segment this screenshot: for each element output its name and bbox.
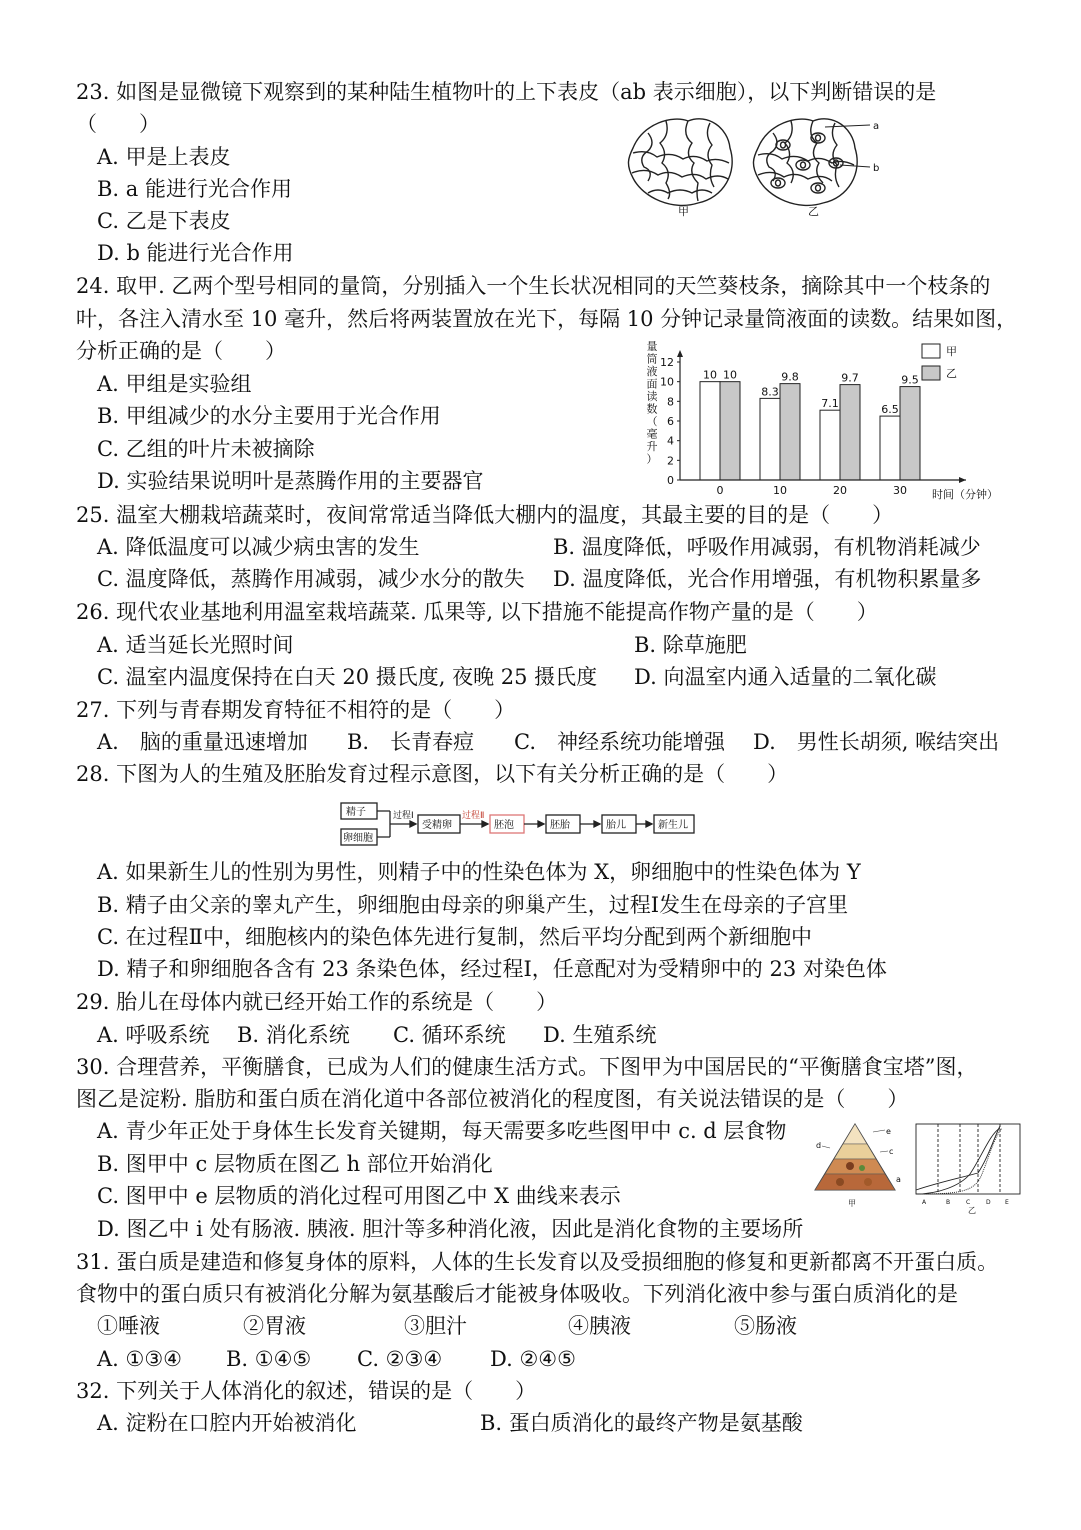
bar-乙-20 [840, 385, 860, 480]
legend-swatch-甲 [922, 344, 940, 358]
digestion-curve-chart [916, 1124, 1020, 1206]
x-tick-label: 30 [893, 484, 907, 497]
y-label-char: ） [646, 452, 658, 466]
y-tick-label: 8 [667, 395, 674, 409]
q23-option-c: C. 乙是下表皮 [97, 209, 231, 233]
bar-data-label: 9.7 [841, 371, 859, 385]
q23-bracket: （ ） [76, 112, 160, 136]
q26-option-d: D. 向温室内通入适量的二氧化碳 [634, 665, 937, 689]
bar-data-label: 7.1 [821, 397, 839, 411]
q30-stem-line2: 图乙是淀粉. 脂肪和蛋白质在消化道中各部位被消化的程度图，有关说法错误的是（ ） [76, 1087, 909, 1111]
fig-label-b: b [873, 163, 880, 174]
lower-epidermis-cells [753, 119, 870, 206]
q26-stem: 26. 现代农业基地利用温室栽培蔬菜. 瓜果等, 以下措施不能提高作物产量的是（ ） [76, 600, 878, 624]
q27-option-d: D. 男性长胡须, 喉结突出 [753, 730, 1000, 754]
food-pyramid [815, 1124, 901, 1208]
q32-stem: 32. 下列关于人体消化的叙述，错误的是（ ） [76, 1379, 537, 1403]
q29-stem: 29. 胎儿在母体内就已经开始工作的系统是（ ） [76, 990, 558, 1014]
fig-jia-label: 甲 [848, 1199, 856, 1208]
svg-text:D: D [986, 1199, 991, 1206]
y-label-char: 数 [646, 402, 658, 416]
q28-stem: 28. 下图为人的生殖及胚胎发育过程示意图，以下有关分析正确的是（ ） [76, 762, 789, 786]
q26-option-a: A. 适当延长光照时间 [97, 633, 294, 657]
y-axis-arrow [677, 350, 683, 357]
x-axis-arrow [959, 477, 966, 483]
q23-option-a: A. 甲是上表皮 [97, 145, 231, 169]
y-label-char: 读 [646, 390, 658, 403]
q31-item-4: ④胰液 [568, 1314, 631, 1338]
y-label-char: （ [646, 415, 658, 428]
q31-item-5: ⑤肠液 [734, 1314, 797, 1338]
q30-option-a: A. 青少年正处于身体生长发育关键期，每天需要多吃些图甲中 c. d 层食物 [97, 1119, 787, 1143]
y-label-char: 毫 [646, 427, 658, 441]
q27-option-b: B. 长青春痘 [347, 730, 475, 754]
y-tick-label: 4 [667, 434, 674, 448]
q24-stem-line3: 分析正确的是（ ） [76, 339, 286, 363]
q31-stem-line2: 食物中的蛋白质只有被消化分解为氨基酸后才能被身体吸收。下列消化液中参与蛋白质消化的是 [76, 1282, 958, 1306]
y-tick-label: 2 [667, 454, 674, 468]
bar-乙-0 [720, 382, 740, 480]
y-tick-label: 10 [660, 375, 674, 389]
bar-乙-30 [900, 387, 920, 480]
q26-option-c: C. 温室内温度保持在白天 20 摄氏度, 夜晚 25 摄氏度 [97, 665, 598, 689]
svg-text:A: A [922, 1199, 927, 1206]
bar-data-label: 10 [723, 368, 737, 382]
svg-text:B: B [946, 1199, 951, 1206]
upper-epidermis-cells [628, 119, 732, 206]
fig-label-jia: 甲 [678, 205, 689, 218]
zygote-label: 受精卵 [422, 820, 452, 831]
blastocyst-label: 胚泡 [494, 820, 514, 831]
q25-option-c: C. 温度降低，蒸腾作用减弱，减少水分的散失 [97, 567, 525, 591]
y-label-char: 筒 [646, 352, 658, 366]
q25-option-a: A. 降低温度可以减少病虫害的发生 [97, 535, 420, 559]
q23-option-b: B. a 能进行光合作用 [97, 177, 292, 201]
water-level-bar-chart [640, 338, 1010, 506]
svg-text:a: a [896, 1175, 901, 1184]
bar-data-label: 6.5 [881, 403, 899, 417]
q27-stem: 27. 下列与青春期发育特征不相符的是（ ） [76, 698, 516, 722]
y-label-char: 液 [646, 365, 658, 378]
q32-option-b: B. 蛋白质消化的最终产物是氨基酸 [480, 1411, 803, 1435]
q31-item-3: ③胆汁 [404, 1314, 467, 1338]
q31-item-2: ②胃液 [243, 1314, 306, 1338]
q30-stem-line1: 30. 合理营养，平衡膳食，已成为人们的健康生活方式。下图甲为中国居民的“平衡膳食宝塔”图， [76, 1055, 978, 1079]
process-two-label: 过程Ⅱ [462, 811, 485, 821]
y-tick-label: 12 [660, 356, 674, 369]
q25-stem: 25. 温室大棚栽培蔬菜时，夜间常常适当降低大棚内的温度，其最主要的目的是（ ） [76, 503, 894, 527]
bar-data-label: 10 [703, 368, 717, 382]
q29-option-d: D. 生殖系统 [543, 1023, 657, 1047]
q30-option-b: B. 图甲中 c 层物质在图乙 h 部位开始消化 [97, 1152, 493, 1176]
fig-label-a: a [873, 121, 880, 132]
egg-label: 卵细胞 [343, 833, 373, 844]
y-tick-label: 6 [667, 415, 674, 428]
q30-option-d: D. 图乙中 i 处有肠液. 胰液. 胆汁等多种消化液，因此是消化食物的主要场所 [97, 1217, 804, 1241]
y-label-char: 面 [646, 377, 658, 391]
q26-option-b: B. 除草施肥 [634, 633, 747, 657]
q29-option-a: A. 呼吸系统 [97, 1023, 210, 1047]
q29-option-c: C. 循环系统 [393, 1023, 506, 1047]
bar-data-label: 9.5 [901, 373, 919, 387]
bar-甲-10 [760, 398, 780, 480]
x-tick-label: 10 [773, 484, 787, 497]
y-label-char: 量 [646, 340, 658, 353]
x-tick-label: 20 [833, 484, 847, 497]
q23-option-d: D. b 能进行光合作用 [97, 241, 294, 265]
fig-yi-label: 乙 [968, 1206, 976, 1214]
q28-option-b: B. 精子由父亲的睾丸产生，卵细胞由母亲的卵巢产生，过程Ⅰ发生在母亲的子宫里 [97, 893, 849, 917]
leaf-epidermis-figure [618, 103, 888, 223]
legend-swatch-乙 [922, 366, 940, 380]
legend-label-甲: 甲 [946, 345, 957, 358]
q30-option-c: C. 图甲中 e 层物质的消化过程可用图乙中 X 曲线来表示 [97, 1184, 621, 1208]
newborn-label: 新生儿 [658, 820, 688, 831]
svg-text:C: C [966, 1199, 971, 1206]
q25-option-b: B. 温度降低，呼吸作用减弱，有机物消耗减少 [553, 535, 981, 559]
x-axis-label: 时间（分钟） [932, 488, 998, 501]
q28-option-d: D. 精子和卵细胞各含有 23 条染色体，经过程Ⅰ，任意配对为受精卵中的 23 对染色体 [97, 957, 887, 981]
q24-option-d: D. 实验结果说明叶是蒸腾作用的主要器官 [97, 469, 484, 493]
bar-甲-20 [820, 410, 840, 480]
fig-label-yi: 乙 [808, 205, 819, 218]
q24-option-c: C. 乙组的叶片未被摘除 [97, 437, 315, 461]
q28-option-a: A. 如果新生儿的性别为男性，则精子中的性染色体为 X，卵细胞中的性染色体为 Y [97, 860, 861, 884]
q31-option-b: B. ①④⑤ [226, 1347, 312, 1371]
q25-option-d: D. 温度降低，光合作用增强，有机物积累量多 [553, 567, 982, 591]
q31-stem-line1: 31. 蛋白质是建造和修复身体的原料，人体的生长发育以及受损细胞的修复和更新都离不开蛋白质。 [76, 1250, 999, 1274]
q27-option-c: C. 神经系统功能增强 [514, 730, 725, 754]
q27-option-a: A. 脑的重量迅速增加 [97, 730, 308, 754]
bar-甲-0 [700, 382, 720, 480]
q24-stem-line1: 24. 取甲. 乙两个型号相同的量筒，分别插入一个生长状况相同的天竺葵枝条，摘除其中一个枝条的 [76, 274, 991, 298]
bar-甲-30 [880, 416, 900, 480]
svg-text:E: E [1005, 1199, 1009, 1206]
bar-data-label: 9.8 [781, 370, 799, 384]
q28-option-c: C. 在过程Ⅱ中，细胞核内的染色体先进行复制，然后平均分配到两个新细胞中 [97, 925, 812, 949]
process-one-label: 过程Ⅰ [393, 811, 414, 821]
q24-stem-line2: 叶，各注入清水至 10 毫升，然后将两装置放在光下，每隔 10 分钟记录量筒液面的读数。结果如图， [76, 307, 1018, 331]
q31-option-d: D. ②④⑤ [490, 1347, 576, 1371]
q31-item-1: ①唾液 [97, 1314, 160, 1338]
q24-option-b: B. 甲组减少的水分主要用于光合作用 [97, 404, 441, 428]
sperm-label: 精子 [346, 807, 366, 818]
reproduction-flow-diagram [338, 800, 698, 852]
q23-stem: 23. 如图是显微镜下观察到的某种陆生植物叶的上下表皮（ab 表示细胞），以下判断错误的是 [76, 80, 937, 104]
food-pyramid-and-digestion-figure [810, 1118, 1036, 1214]
q31-option-a: A. ①③④ [97, 1347, 182, 1371]
y-tick-label: 0 [667, 474, 674, 487]
q24-option-a: A. 甲组是实验组 [97, 372, 252, 396]
bar-乙-10 [780, 384, 800, 480]
q31-option-c: C. ②③④ [357, 1347, 443, 1371]
svg-text:d: d [816, 1141, 822, 1150]
q29-option-b: B. 消化系统 [237, 1023, 350, 1047]
svg-text:e: e [886, 1127, 891, 1136]
y-axis-label [647, 340, 658, 466]
legend-label-乙: 乙 [946, 367, 957, 380]
bar-data-label: 8.3 [761, 385, 779, 399]
svg-text:c: c [889, 1147, 894, 1156]
q32-option-a: A. 淀粉在口腔内开始被消化 [97, 1411, 357, 1435]
embryo-label: 胚胎 [550, 820, 570, 831]
x-tick-label: 0 [716, 484, 724, 497]
y-label-char: 升 [646, 440, 658, 453]
fetus-label: 胎儿 [606, 820, 626, 831]
